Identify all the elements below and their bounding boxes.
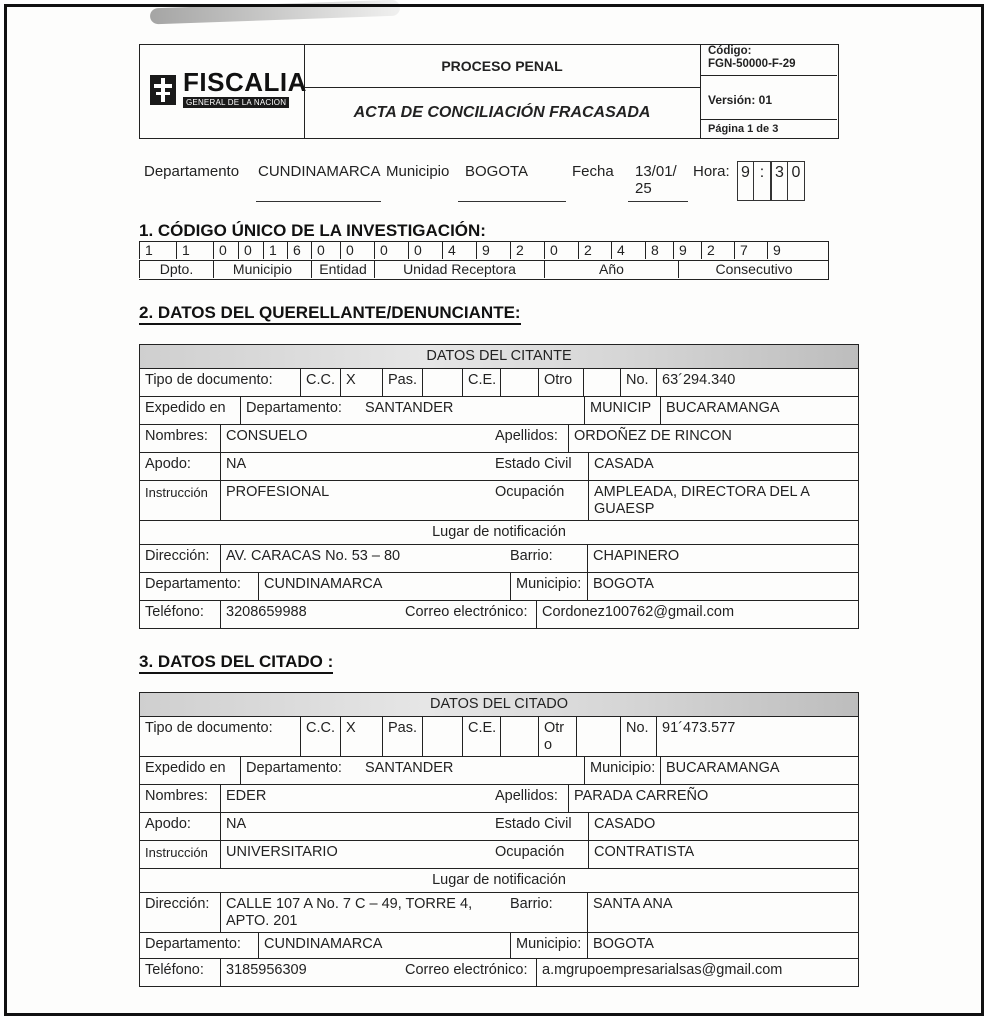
cc-mark: X bbox=[340, 717, 382, 756]
code-digit: 2 bbox=[701, 241, 734, 259]
process-title: PROCESO PENAL bbox=[304, 45, 700, 88]
code-digit: 1 bbox=[176, 241, 213, 259]
surnames-label: Apellidos: bbox=[495, 788, 558, 804]
no-label: No. bbox=[620, 717, 656, 756]
otro-label: Otr o bbox=[538, 717, 576, 756]
table-row bbox=[139, 813, 859, 841]
code-digit: 9 bbox=[673, 241, 701, 259]
header-meta-cell bbox=[700, 45, 837, 138]
address-value: AV. CARACAS No. 53 – 80 bbox=[220, 545, 505, 572]
address-label: Dirección: bbox=[145, 896, 210, 912]
dept-value: CUNDINAMARCA bbox=[258, 163, 381, 180]
alias-value: NA bbox=[220, 453, 490, 480]
table-row bbox=[139, 521, 859, 545]
surnames-label: Apellidos: bbox=[495, 428, 558, 444]
ce-label: C.E. bbox=[462, 717, 500, 756]
dept-label: Departamento: bbox=[240, 757, 360, 784]
table-row bbox=[139, 841, 859, 869]
otro-box bbox=[576, 717, 620, 756]
occupation-label: Ocupación bbox=[495, 484, 565, 500]
municipality-value: BOGOTA bbox=[587, 933, 858, 958]
notification-label: Lugar de notificación bbox=[432, 872, 566, 888]
municipality-value: BOGOTA bbox=[587, 573, 858, 600]
email-value: Cordonez100762@gmail.com bbox=[536, 601, 858, 628]
doc-number: 63´294.340 bbox=[656, 369, 858, 396]
ce-label: C.E. bbox=[462, 369, 500, 396]
barrio-value: CHAPINERO bbox=[587, 545, 858, 572]
hour-digit-box: 3 bbox=[771, 161, 788, 201]
alias-label: Apodo: bbox=[145, 456, 191, 472]
table-band bbox=[139, 344, 859, 369]
section-3-title: 3. DATOS DEL CITADO : bbox=[139, 652, 333, 674]
form-code: Código: FGN-50000-F-29 bbox=[708, 45, 796, 70]
dept-value: CUNDINAMARCA bbox=[258, 573, 510, 600]
hour-label: Hora: bbox=[693, 163, 730, 180]
phone-label: Teléfono: bbox=[145, 604, 204, 620]
date-value: 13/01/ 25 bbox=[635, 163, 677, 197]
date-label: Fecha bbox=[572, 163, 614, 180]
code-digit: 0 bbox=[238, 241, 263, 259]
occupation-value: CONTRATISTA bbox=[588, 841, 858, 868]
dept-label: Departamento bbox=[144, 163, 240, 180]
otro-label: Otro bbox=[538, 369, 583, 396]
education-value: PROFESIONAL bbox=[220, 481, 490, 520]
surnames-value: PARADA CARREÑO bbox=[568, 785, 858, 812]
municipality-label: Municipio bbox=[386, 163, 450, 180]
header-title-cell bbox=[304, 45, 701, 138]
code-label-unidad: Unidad Receptora bbox=[374, 260, 544, 278]
email-label: Correo electrónico: bbox=[405, 604, 528, 620]
code-digit: 2 bbox=[510, 241, 544, 259]
code-digit: 6 bbox=[287, 241, 311, 259]
education-value: UNIVERSITARIO bbox=[220, 841, 490, 868]
code-digit: 1 bbox=[139, 241, 176, 259]
municipality-label: Municipio: bbox=[510, 573, 587, 600]
pas-label: Pas. bbox=[382, 717, 422, 756]
civil-status-label: Estado Civil bbox=[495, 816, 572, 832]
names-value: EDER bbox=[220, 785, 490, 812]
pas-box bbox=[422, 717, 462, 756]
pas-box bbox=[422, 369, 462, 396]
municipality-value: BUCARAMANGA bbox=[660, 757, 858, 784]
table-row bbox=[139, 785, 859, 813]
phone-value: 3185956309 bbox=[220, 959, 400, 986]
section-1-title: 1. CÓDIGO ÚNICO DE LA INVESTIGACIÓN: bbox=[139, 221, 486, 240]
education-label: Instrucción bbox=[145, 845, 208, 860]
table-row bbox=[139, 893, 859, 933]
civil-status-label: Estado Civil bbox=[495, 456, 572, 472]
code-label-entidad: Entidad bbox=[311, 260, 374, 278]
code-digit: 1 bbox=[263, 241, 287, 259]
municipality-label: Municipio: bbox=[584, 757, 660, 784]
code-label-municipio: Municipio bbox=[213, 260, 311, 278]
act-title: ACTA DE CONCILIACIÓN FRACASADA bbox=[353, 103, 651, 121]
table-row bbox=[139, 601, 859, 629]
education-label: Instrucción bbox=[145, 485, 208, 500]
occupation-value: AMPLEADA, DIRECTORA DEL A GUAESP bbox=[588, 481, 858, 520]
hour-digit-box: 9 bbox=[737, 161, 754, 201]
barrio-value: SANTA ANA bbox=[587, 893, 858, 932]
code-digit: 9 bbox=[476, 241, 510, 259]
table-row bbox=[139, 757, 859, 785]
email-label: Correo electrónico: bbox=[405, 962, 528, 978]
table-row bbox=[139, 453, 859, 481]
form-version: Versión: 01 bbox=[708, 93, 773, 107]
fiscalia-emblem-icon bbox=[150, 75, 176, 105]
ce-box bbox=[500, 369, 538, 396]
civil-status-value: CASADA bbox=[588, 453, 858, 480]
table-row bbox=[139, 397, 859, 425]
doc-type-label: Tipo de documento: bbox=[145, 720, 273, 736]
code-digit: 0 bbox=[311, 241, 340, 259]
dept-value: CUNDINAMARCA bbox=[258, 933, 510, 958]
cc-mark: X bbox=[340, 369, 382, 396]
civil-status-value: CASADO bbox=[588, 813, 858, 840]
municipality-label: MUNICIP bbox=[584, 397, 660, 424]
logo-wordmark: FISCALIA bbox=[183, 67, 307, 97]
investigation-code-grid bbox=[139, 241, 829, 279]
code-digit: 0 bbox=[340, 241, 374, 259]
table-row bbox=[139, 933, 859, 959]
table-row bbox=[139, 425, 859, 453]
no-label: No. bbox=[620, 369, 656, 396]
names-label: Nombres: bbox=[145, 788, 208, 804]
table-row bbox=[139, 481, 859, 521]
document-header bbox=[139, 44, 839, 139]
table-row bbox=[139, 717, 859, 757]
table-row bbox=[139, 573, 859, 601]
code-digit: 0 bbox=[374, 241, 408, 259]
cc-label: C.C. bbox=[300, 717, 340, 756]
barrio-label: Barrio: bbox=[510, 548, 553, 564]
otro-box bbox=[583, 369, 620, 396]
municipality-label: Municipio: bbox=[510, 933, 587, 958]
occupation-label: Ocupación bbox=[495, 844, 565, 860]
table-row bbox=[139, 959, 859, 987]
dept-label: Departamento: bbox=[145, 936, 241, 952]
code-digit: 9 bbox=[767, 241, 829, 259]
alias-label: Apodo: bbox=[145, 816, 191, 832]
dept-label: Departamento: bbox=[145, 576, 241, 592]
code-digit: 2 bbox=[578, 241, 611, 259]
alias-value: NA bbox=[220, 813, 490, 840]
logo-cell bbox=[140, 45, 305, 138]
code-label-consecutivo: Consecutivo bbox=[678, 260, 829, 278]
code-label-ano: Año bbox=[544, 260, 678, 278]
phone-value: 3208659988 bbox=[220, 601, 400, 628]
dept-label: Departamento: bbox=[240, 397, 360, 424]
table-row bbox=[139, 545, 859, 573]
hour-digit-box: 0 bbox=[788, 161, 805, 201]
names-label: Nombres: bbox=[145, 428, 208, 444]
code-digit: 0 bbox=[408, 241, 442, 259]
email-value: a.mgrupoempresarialsas@gmail.com bbox=[536, 959, 858, 986]
code-digit: 0 bbox=[213, 241, 238, 259]
pas-label: Pas. bbox=[382, 369, 422, 396]
municipality-value: BUCARAMANGA bbox=[660, 397, 858, 424]
table-row bbox=[139, 869, 859, 893]
hour-digit-box: : bbox=[754, 161, 771, 201]
notification-label: Lugar de notificación bbox=[432, 524, 566, 540]
code-digit: 0 bbox=[544, 241, 578, 259]
doc-type-label: Tipo de documento: bbox=[145, 372, 273, 388]
code-digit: 4 bbox=[611, 241, 645, 259]
dept-value: SANTANDER bbox=[365, 760, 454, 776]
cc-label: C.C. bbox=[300, 369, 340, 396]
municipality-value: BOGOTA bbox=[465, 163, 529, 180]
address-label: Dirección: bbox=[145, 548, 210, 564]
phone-label: Teléfono: bbox=[145, 962, 204, 978]
code-digit: 8 bbox=[645, 241, 673, 259]
band-label: DATOS DEL CITANTE bbox=[426, 348, 572, 364]
page-number: Página 1 de 3 bbox=[708, 123, 779, 135]
doc-number: 91´473.577 bbox=[656, 717, 858, 756]
address-value: CALLE 107 A No. 7 C – 49, TORRE 4, APTO. 201 bbox=[220, 893, 505, 932]
table-band bbox=[139, 692, 859, 717]
issued-label: Expedido en bbox=[145, 400, 226, 416]
barrio-label: Barrio: bbox=[510, 896, 553, 912]
ce-box bbox=[500, 717, 538, 756]
code-digit: 4 bbox=[442, 241, 476, 259]
section-2-title: 2. DATOS DEL QUERELLANTE/DENUNCIANTE: bbox=[139, 303, 521, 325]
logo-subtitle: GENERAL DE LA NACION bbox=[183, 97, 289, 108]
code-label-dpto: Dpto. bbox=[139, 260, 213, 278]
dept-value: SANTANDER bbox=[365, 400, 454, 416]
surnames-value: ORDOÑEZ DE RINCON bbox=[568, 425, 858, 452]
band-label: DATOS DEL CITADO bbox=[429, 696, 569, 712]
table-row bbox=[139, 369, 859, 397]
code-digit: 7 bbox=[734, 241, 767, 259]
names-value: CONSUELO bbox=[220, 425, 490, 452]
issued-label: Expedido en bbox=[145, 760, 226, 776]
